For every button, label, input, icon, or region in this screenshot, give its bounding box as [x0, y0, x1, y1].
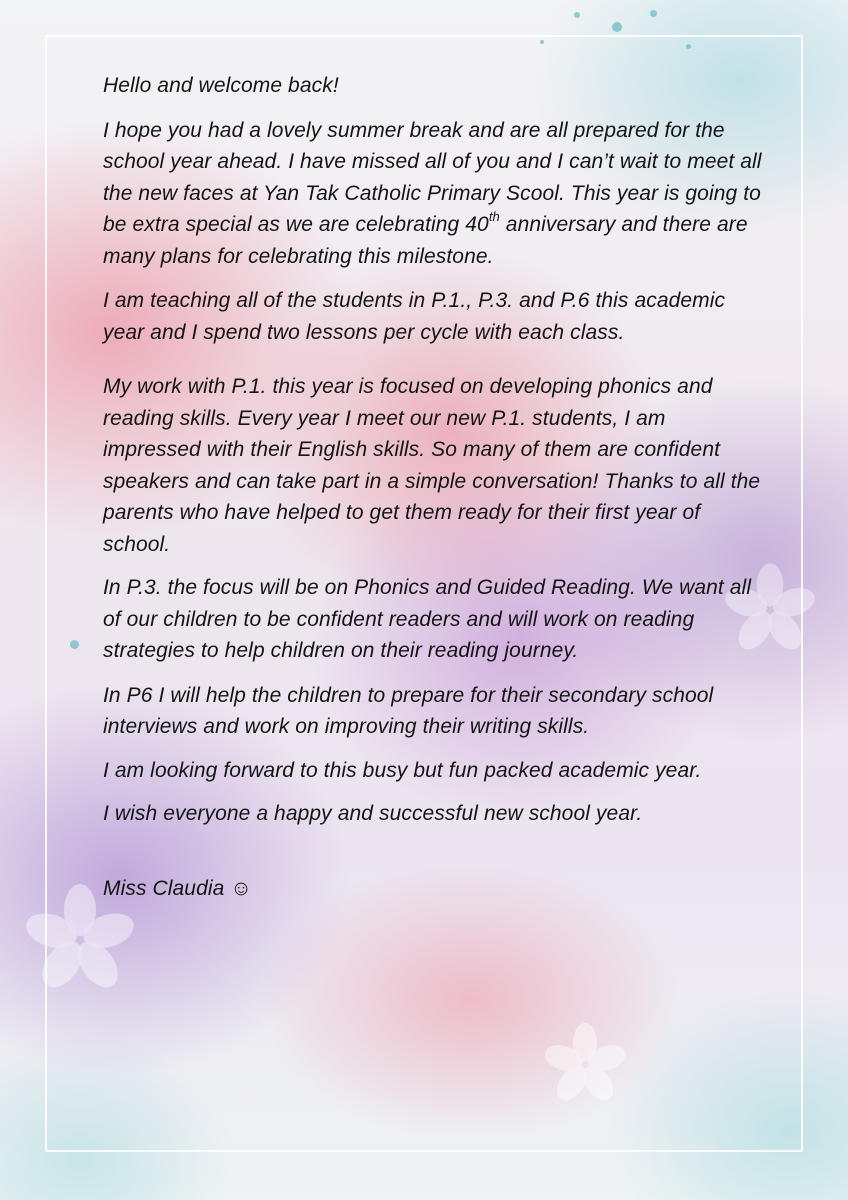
paint-dot	[574, 12, 580, 18]
paragraph-text: anniversary and there are many plans for celebrating this milestone.	[103, 213, 748, 268]
paragraph-p3: In P.3. the focus will be on Phonics and Guided Reading. We want all of our children to be confident readers and will work on reading strategies to help children on their reading journey.	[103, 576, 752, 662]
greeting: Hello and welcome back!	[103, 74, 339, 97]
paragraph-p1: My work with P.1. this year is focused on developing phonics and reading skills. Every year I meet our new P.1. students, I am impressed with their English skills. So many of them are confident speakers and can take part in a simple conversation! Thanks to all the parents who have helped to get them ready for their first year of school.	[103, 375, 761, 556]
paragraph-text: I hope you had a lovely summer break and are all prepared for the school year ahead. I have missed all of you and I can’t wait to meet all the new faces at Yan Tak Catholic Primary Scool. This year is going to be extra special as we are celebrating 40	[103, 118, 762, 236]
paint-dot	[686, 44, 691, 49]
paragraph-p6: In P6 I will help the children to prepare for their secondary school interviews and work on improving their writing skills.	[103, 683, 714, 738]
paragraph-wishes: I wish everyone a happy and successful new school year.	[103, 802, 643, 825]
ordinal-suffix: th	[488, 209, 500, 224]
letter-body	[103, 70, 763, 904]
paint-dot	[650, 10, 657, 17]
flower-decoration-bottom	[540, 1020, 630, 1110]
paragraph-classes: I am teaching all of the students in P.1., P.3. and P.6 this academic year and I spend two lessons per cycle with each class.	[103, 289, 726, 344]
paint-dot	[612, 22, 622, 32]
signature: Miss Claudia ☺	[103, 876, 252, 900]
paragraph-summer-break	[103, 115, 763, 273]
paint-dot	[70, 640, 79, 649]
paint-dot	[540, 40, 544, 44]
paragraph-looking-forward: I am looking forward to this busy but fun packed academic year.	[103, 758, 702, 782]
